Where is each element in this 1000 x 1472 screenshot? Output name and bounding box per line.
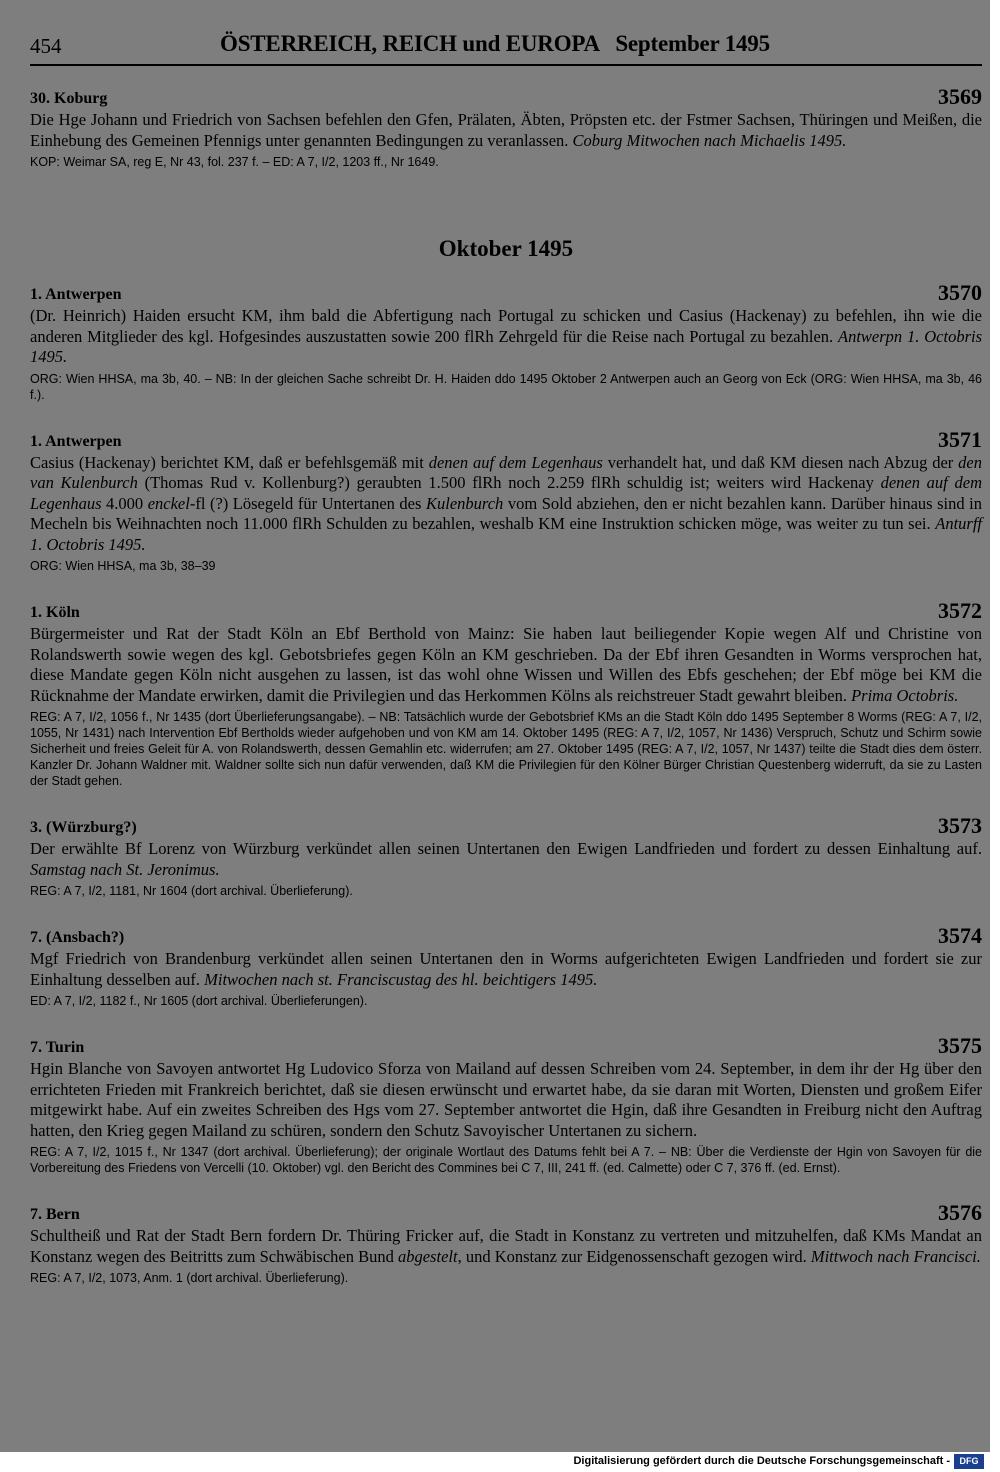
entry-heading	[30, 1202, 982, 1226]
entry-heading	[30, 600, 982, 624]
page-content	[30, 86, 982, 1312]
regest-entry-3574	[30, 925, 982, 1009]
entry-summary-text: , und Konstanz zur Eidgenossenschaft gezogen wird.	[457, 1246, 811, 1266]
regest-entry-3576	[30, 1202, 982, 1286]
entry-summary	[30, 453, 982, 556]
entry-summary	[30, 1226, 982, 1267]
entry-date-place: 1. Antwerpen	[30, 286, 122, 303]
entry-dating-clause: Coburg Mitwochen nach Michaelis 1495.	[572, 130, 847, 150]
regest-entry-3575	[30, 1035, 982, 1176]
entry-heading	[30, 86, 982, 110]
entry-date-place: 7. (Ansbach?)	[30, 929, 125, 946]
entry-number: 3574	[938, 923, 982, 948]
regest-entry-3571	[30, 426, 983, 575]
entry-dating-clause: Mitwochen nach st. Franciscustag des hl. beichtigers 1495.	[204, 969, 598, 989]
entry-summary-text: Hgin Blanche von Savoyen antwortet Hg Ludovico Sforza von Mailand auf dessen Schreiben vom 24. September, in dem ihr der Hg über den errichteten Frieden mit Frankreich berichtet, daß sie diesen erwünscht und erwartet habe, da sie daran mit Worten, Diensten und großem Eifer mitgewirkt habe. Auf ein zweites Schreiben des Hgs vom 27. September antwortet die Hgin, daß ihre Gesandten in Freiburg nicht den Auftrag hatten, den Krieg gegen Mailand zu schüren, sondern den Schutz Savoyischer Untertanen zu sichern.	[30, 1059, 982, 1140]
entry-dating-clause: Anturff 1. Octobris 1495.	[30, 514, 982, 554]
entry-dating-clause: Antwerpn 1. Octobris 1495.	[30, 326, 982, 366]
entry-date-place: 7. Turin	[30, 1039, 85, 1056]
entry-number: 3571	[938, 426, 982, 452]
entry-number: 3569	[938, 84, 982, 109]
entry-heading	[30, 282, 982, 306]
entry-summary-text: Schultheiß und Rat der Stadt Bern fordern Dr. Thüring Fricker auf, die Stadt in Konstanz zu vertreten und mitzuhelfen, daß KMs Mandat an Konstanz wegen des Beitritts zum Schwäbischen Bund	[30, 1226, 982, 1266]
entry-summary-text: vom Sold abziehen, den er nicht bezahlen kann. Darüber hinaus sind in Mecheln bis Weihnachten noch 11.000 flRh Schulden zu bezahlen, weshalb KM eine Instruktion schicken möge, was weiter zu tun sei.	[30, 493, 983, 533]
entry-summary-text: 4.000	[101, 493, 148, 513]
page-header	[30, 30, 982, 66]
entry-summary-text: Bürgermeister und Rat der Stadt Köln an Ebf Berthold von Mainz: Sie haben laut beiliegender Kopie wegen Alf und Christine von Rolandswerth sowie wegen des kgl. Gebotsbriefes gegen Köln an KM geschrieben. Da der Ebf ihren Gesandten in Worms versprochen hat, diese Mandate gegen Köln nicht ausgehen zu lassen, ist das wohl ohne Wissen und Willen des Ebfs geschehen; der Ebf möge bei KM die Rücknahme der Mandate erwirken, damit die Privilegien und das Herkommen Kölns als reichstreuer Stadt gewahrt bleiben.	[30, 624, 982, 705]
entry-source-note: KOP: Weimar SA, reg E, Nr 43, fol. 237 f. – ED: A 7, I/2, 1203 ff., Nr 1649.	[30, 155, 439, 169]
entry-dating-clause: Prima Octobris.	[851, 685, 959, 705]
entry-heading	[30, 925, 982, 949]
entry-date-place: 1. Antwerpen	[30, 432, 122, 450]
entry-source-note: ED: A 7, I/2, 1182 f., Nr 1605 (dort archival. Überlieferungen).	[30, 994, 368, 1008]
entry-number: 3576	[938, 1200, 982, 1225]
entry-summary	[30, 306, 982, 368]
digitization-footer	[0, 1452, 1000, 1472]
entry-summary-text: Die Hge Johann und Friedrich von Sachsen befehlen den Gfen, Prälaten, Äbten, Pröpsten etc. der Fstmer Sachsen, Thüringen und Meißen, die Einhebung des Gemeinen Pfennigs unter genannten Bedingungen zu veranlassen.	[30, 110, 982, 150]
entry-summary	[30, 624, 982, 706]
entry-summary-text: Mgf Friedrich von Brandenburg verkündet allen seinen Untertanen den in Worms aufgerichteten Ewigen Landfrieden und fordert sie zur Einhaltung desselben auf.	[30, 949, 982, 989]
entry-heading	[30, 815, 982, 839]
entry-date-place: 3. (Würzburg?)	[30, 819, 137, 836]
entry-source-note: ORG: Wien HHSA, ma 3b, 40. – NB: In der gleichen Sache schreibt Dr. H. Haiden ddo 1495 Oktober 2 Antwerpen auch an Georg von Eck (ORG: Wien HHSA, ma 3b, 46 f.).	[30, 371, 982, 402]
entry-number: 3570	[938, 280, 982, 305]
entry-summary	[30, 110, 982, 151]
funding-credit: Digitalisierung gefördert durch die Deutsche Forschungsgemeinschaft -	[573, 1455, 950, 1467]
entry-quotation: denen auf dem Legenhaus	[30, 473, 982, 513]
entry-number: 3573	[938, 813, 982, 838]
entry-summary-text: Der erwählte Bf Lorenz von Würzburg verkündet allen seinen Untertanen den Ewigen Landfrieden und fordert zu dessen Einhaltung auf.	[30, 839, 982, 858]
entry-date-place: 7. Bern	[30, 1206, 80, 1223]
entry-quotation: denen auf dem Legenhaus	[428, 452, 603, 472]
entry-heading	[30, 426, 982, 453]
entry-number: 3572	[938, 598, 982, 623]
entry-quotation: den van Kulenburch	[30, 452, 982, 492]
running-head: ÖSTERREICH, REICH und EUROPA September 1495	[220, 31, 770, 56]
entry-summary-text: Casius (Hackenay) berichtet KM, daß er befehlsgemäß mit	[30, 452, 429, 472]
entry-source-note: REG: A 7, I/2, 1073, Anm. 1 (dort archival. Überlieferung).	[30, 1271, 349, 1285]
entry-dating-clause: Mittwoch nach Francisci.	[810, 1246, 981, 1266]
entry-quotation: Kulenburch	[425, 493, 504, 513]
regest-entry-3572	[30, 600, 982, 789]
entry-summary	[30, 1059, 982, 1141]
dfg-logo: DFG	[954, 1454, 984, 1469]
entry-source-note: ORG: Wien HHSA, ma 3b, 38–39	[30, 559, 216, 573]
regest-entry-3569	[30, 86, 982, 170]
regest-entry-3573	[30, 815, 982, 899]
entry-source-note: REG: A 7, I/2, 1015 f., Nr 1347 (dort archival. Überlieferung); der originale Wortlaut des Datums fehlt bei A 7. – NB: Über die Verdienste der Hgin von Savoyen für die Vorbereitung des Friedens von Vercelli (10. Oktober) vgl. den Bericht des Commines bei C 7, III, 241 ff. (ed. Calmette) oder C 7, 376 ff. (ed. Ernst).	[30, 1145, 982, 1175]
entry-quotation: abgestelt	[397, 1246, 458, 1266]
month-heading: Oktober 1495	[438, 236, 574, 261]
entry-dating-clause: Samstag nach St. Jeronimus.	[30, 859, 220, 879]
entry-summary	[30, 839, 982, 880]
entry-summary-text: (Thomas Rud v. Kollenburg?) geraubten 1.500 flRh noch 2.259 flRh schuldig ist; weiters wird Hackenay	[137, 473, 881, 492]
entry-source-note: REG: A 7, I/2, 1181, Nr 1604 (dort archival. Überlieferung).	[30, 884, 353, 898]
page-number: 454	[30, 34, 62, 58]
entry-source-note: REG: A 7, I/2, 1056 f., Nr 1435 (dort Überlieferungsangabe). – NB: Tatsächlich wurde der Gebotsbrief KMs an die Stadt Köln ddo 1495 September 8 Worms (REG: A 7, I/2, 1055, Nr 1431) nach Intervention Ebf Bertholds wieder aufgehoben und von KM am 14. Oktober 1495 (REG: A 7, I/2, 1057, Nr 1436) Verspruch, Schutz und Schirm sowie Sicherheit und freies Geleit für A. von Rolandswerth, dessen Gemahlin etc. widerrufen; am 27. Oktober 1495 (REG: A 7, I/2, 1057, Nr 1437) teilte die Stadt dies dem österr. Kanzler Dr. Johann Waldner mit. Waldner sollte sich nun dafür verwenden, daß KM die Privilegien für den Kölner Bürger Christian Questenberg widerruft, da sie zu Lasten der Stadt gehen.	[30, 710, 982, 788]
entry-date-place: 30. Koburg	[30, 90, 108, 107]
entry-date-place: 1. Köln	[30, 604, 80, 621]
entry-summary-text: -fl (?) Lösegeld für Untertanen des	[189, 493, 426, 513]
entry-summary-text: verhandelt hat, und daß KM diesen nach Abzug der	[602, 452, 959, 472]
entry-number: 3575	[938, 1033, 982, 1058]
entry-quotation: enckel	[147, 493, 190, 513]
entry-summary-text: (Dr. Heinrich) Haiden ersucht KM, ihm bald die Abfertigung nach Portugal zu schicken und Casius (Hackenay) zu befehlen, ihn wie die anderen Mitglieder des kgl. Hofgesindes auszustatten sowie 200 flRh Zehrgeld für die Reise nach Portugal zu bezahlen.	[30, 306, 982, 346]
entry-summary	[30, 949, 982, 990]
entry-heading	[30, 1035, 982, 1059]
regest-entry-3570	[30, 282, 982, 403]
